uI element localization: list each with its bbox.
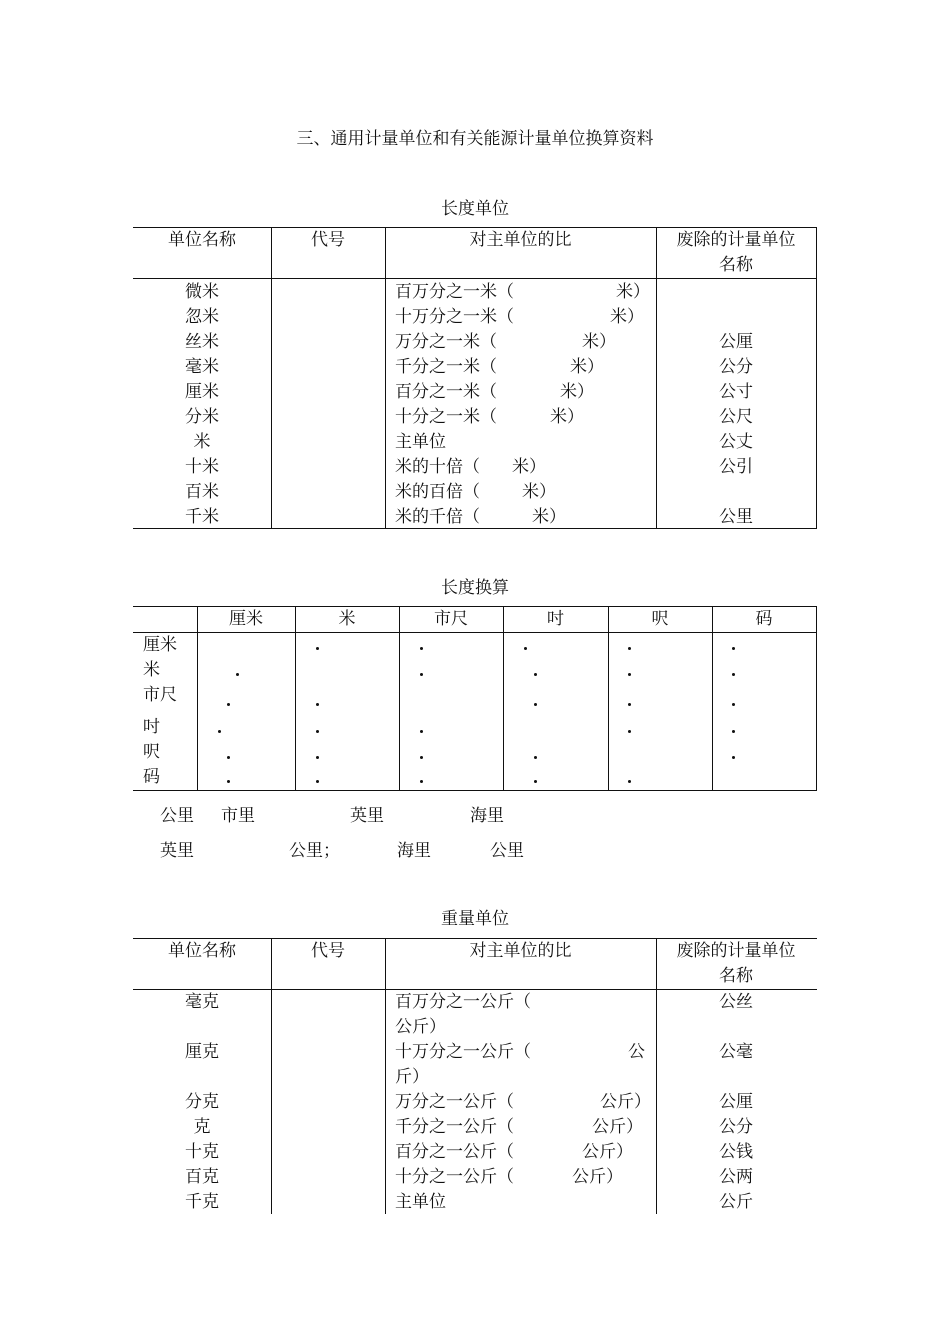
header-abolished-2: 名称	[719, 966, 753, 986]
header-abolished-2: 名称	[719, 255, 753, 275]
col-header-shichi: 市尺	[434, 609, 468, 629]
col-header-yard: 码	[755, 609, 773, 629]
row-header-yard: 码	[143, 767, 160, 787]
col-header-foot: 呎	[651, 609, 669, 629]
page-title: 三、通用计量单位和有关能源计量单位换算资料	[296, 129, 654, 149]
row-header-shichi: 市尺	[143, 685, 177, 705]
row-header-foot: 呎	[143, 742, 160, 762]
row-header-cm: 厘米	[143, 635, 177, 655]
col-header-inch: 吋	[547, 609, 564, 629]
row-header-m: 米	[143, 660, 160, 680]
header-abolished: 废除的计量单位	[676, 230, 796, 250]
length-units-caption: 长度单位	[441, 199, 509, 219]
col-header-m: 米	[338, 609, 356, 629]
header-abolished: 废除的计量单位	[676, 941, 796, 961]
header-unit-name: 单位名称	[168, 941, 236, 961]
header-ratio: 对主单位的比	[469, 230, 572, 250]
length-conversion-caption: 长度换算	[441, 578, 509, 598]
col-header-cm: 厘米	[229, 609, 263, 629]
header-symbol: 代号	[311, 230, 345, 250]
weight-units-caption: 重量单位	[441, 909, 509, 929]
row-header-inch: 吋	[143, 717, 160, 737]
header-ratio: 对主单位的比	[469, 941, 572, 961]
header-unit-name: 单位名称	[168, 230, 236, 250]
header-symbol: 代号	[311, 941, 345, 961]
